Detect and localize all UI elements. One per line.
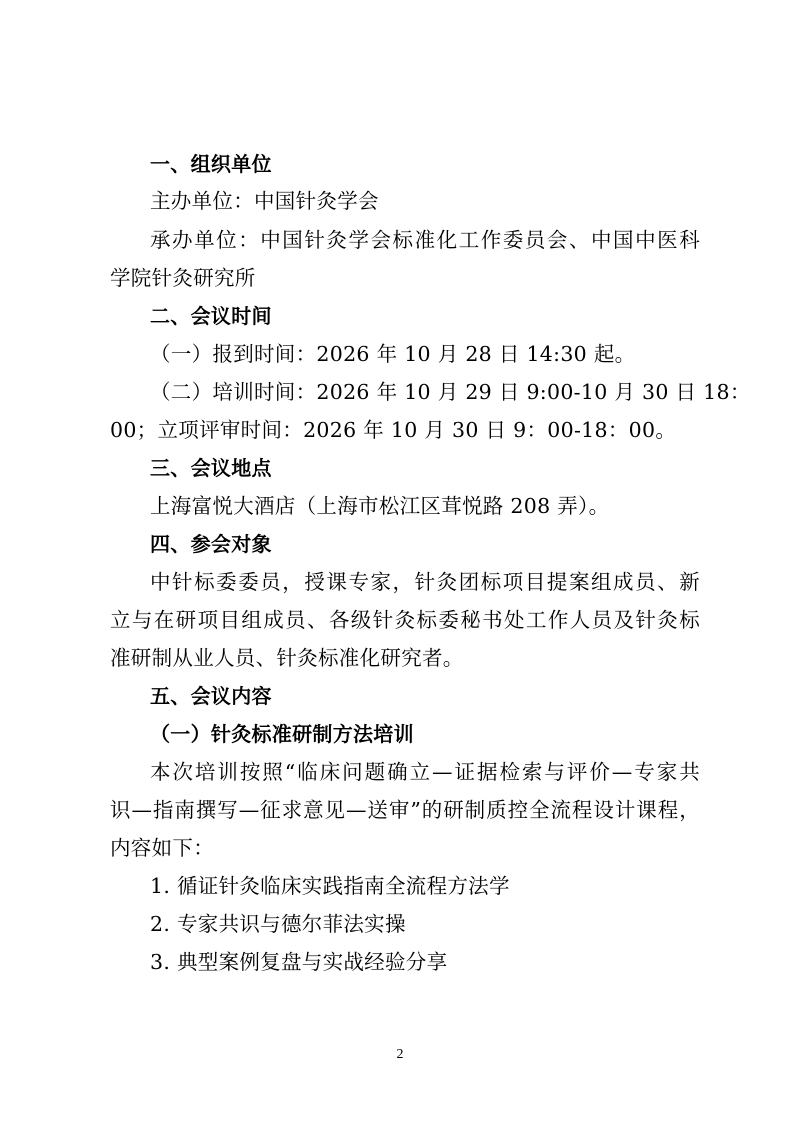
training-time-line-2: 00；立项评审时间：2026 年 10 月 30 日 9：00-18：00。: [110, 418, 677, 442]
content-paragraph-line-3: 内容如下：: [110, 836, 214, 860]
course-item-3: 3. 典型案例复盘与实战经验分享: [150, 950, 448, 974]
venue: 上海富悦大酒店（上海市松江区茸悦路 208 弄）。: [150, 494, 610, 518]
course-item-2: 2. 专家共识与德尔菲法实操: [150, 912, 406, 936]
attendees-line-2: 立与在研项目组成员、各级针灸标委秘书处工作人员及针灸标: [110, 608, 700, 632]
content-paragraph-line-2: 识—指南撰写—征求意见—送审”的研制质控全流程设计课程，: [110, 798, 700, 822]
organizer-unit-line-2: 学院针灸研究所: [110, 266, 256, 290]
page-number: 2: [396, 1047, 404, 1062]
section-2-heading: 二、会议时间: [150, 304, 272, 328]
section-3-heading: 三、会议地点: [150, 456, 272, 480]
section-5-subheading: （一）针灸标准研制方法培训: [150, 722, 414, 746]
host-unit: 主办单位：中国针灸学会: [150, 189, 379, 213]
content-paragraph-line-1: 本次培训按照“临床问题确立—证据检索与评价—专家共: [150, 760, 700, 784]
section-4-heading: 四、参会对象: [150, 532, 272, 556]
section-1-heading: 一、组织单位: [150, 152, 272, 176]
checkin-time: （一）报到时间：2026 年 10 月 28 日 14:30 起。: [150, 342, 636, 366]
course-item-1: 1. 循证针灸临床实践指南全流程方法学: [150, 874, 510, 898]
attendees-line-1: 中针标委委员，授课专家，针灸团标项目提案组成员、新: [150, 570, 700, 594]
attendees-line-3: 准研制从业人员、针灸标准化研究者。: [110, 646, 464, 670]
organizer-unit-line-1: 承办单位：中国针灸学会标准化工作委员会、中国中医科: [150, 228, 700, 252]
training-time-line-1: （二）培训时间：2026 年 10 月 29 日 9:00-10 月 30 日 18：: [150, 380, 751, 404]
section-5-heading: 五、会议内容: [150, 684, 272, 708]
